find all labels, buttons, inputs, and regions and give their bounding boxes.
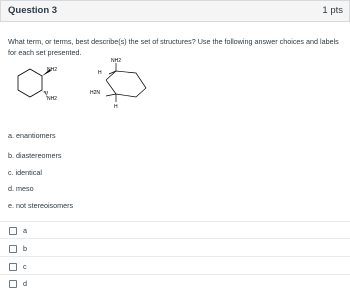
option-b[interactable]: [9, 244, 27, 253]
left-nh2-bottom: 'NH2: [46, 96, 57, 102]
option-b-label: b: [23, 244, 27, 253]
structures-figure: [0, 58, 350, 128]
checkbox-c[interactable]: [9, 263, 17, 271]
answer-choice-b: b. diastereomers: [8, 151, 62, 160]
left-nh2-top: NH2: [47, 67, 58, 73]
option-c[interactable]: [9, 262, 27, 271]
right-h2n: H2N: [90, 90, 101, 96]
right-h-top: H: [98, 70, 102, 76]
option-d[interactable]: [9, 279, 27, 288]
answer-choice-d: d. meso: [8, 184, 34, 193]
option-c-label: c: [23, 262, 27, 271]
left-structure: [18, 69, 51, 97]
divider: [0, 221, 350, 222]
question-points: 1 pts: [322, 5, 343, 16]
answer-choice-a: a. enantiomers: [8, 131, 56, 140]
checkbox-b[interactable]: [9, 245, 17, 253]
answer-choice-e: e. not stereoisomers: [8, 201, 74, 210]
answer-choice-c: c. identical: [8, 168, 42, 177]
divider: [0, 238, 350, 239]
option-a-label: a: [23, 226, 27, 235]
checkbox-a[interactable]: [9, 227, 17, 235]
right-nh2-top: NH2: [111, 58, 122, 64]
divider: [0, 256, 350, 257]
question-prompt: What term, or terms, best describe(s) the set of structures? Use the following answer choices and labels for each set presented.: [8, 37, 339, 57]
checkbox-d[interactable]: [9, 280, 17, 288]
option-a[interactable]: [9, 226, 27, 235]
right-structure: [106, 63, 146, 102]
question-title: Question 3: [8, 5, 58, 16]
question-header: [0, 0, 350, 22]
right-h-bottom: H: [114, 104, 118, 110]
divider: [0, 274, 350, 275]
option-d-label: d: [23, 279, 27, 288]
